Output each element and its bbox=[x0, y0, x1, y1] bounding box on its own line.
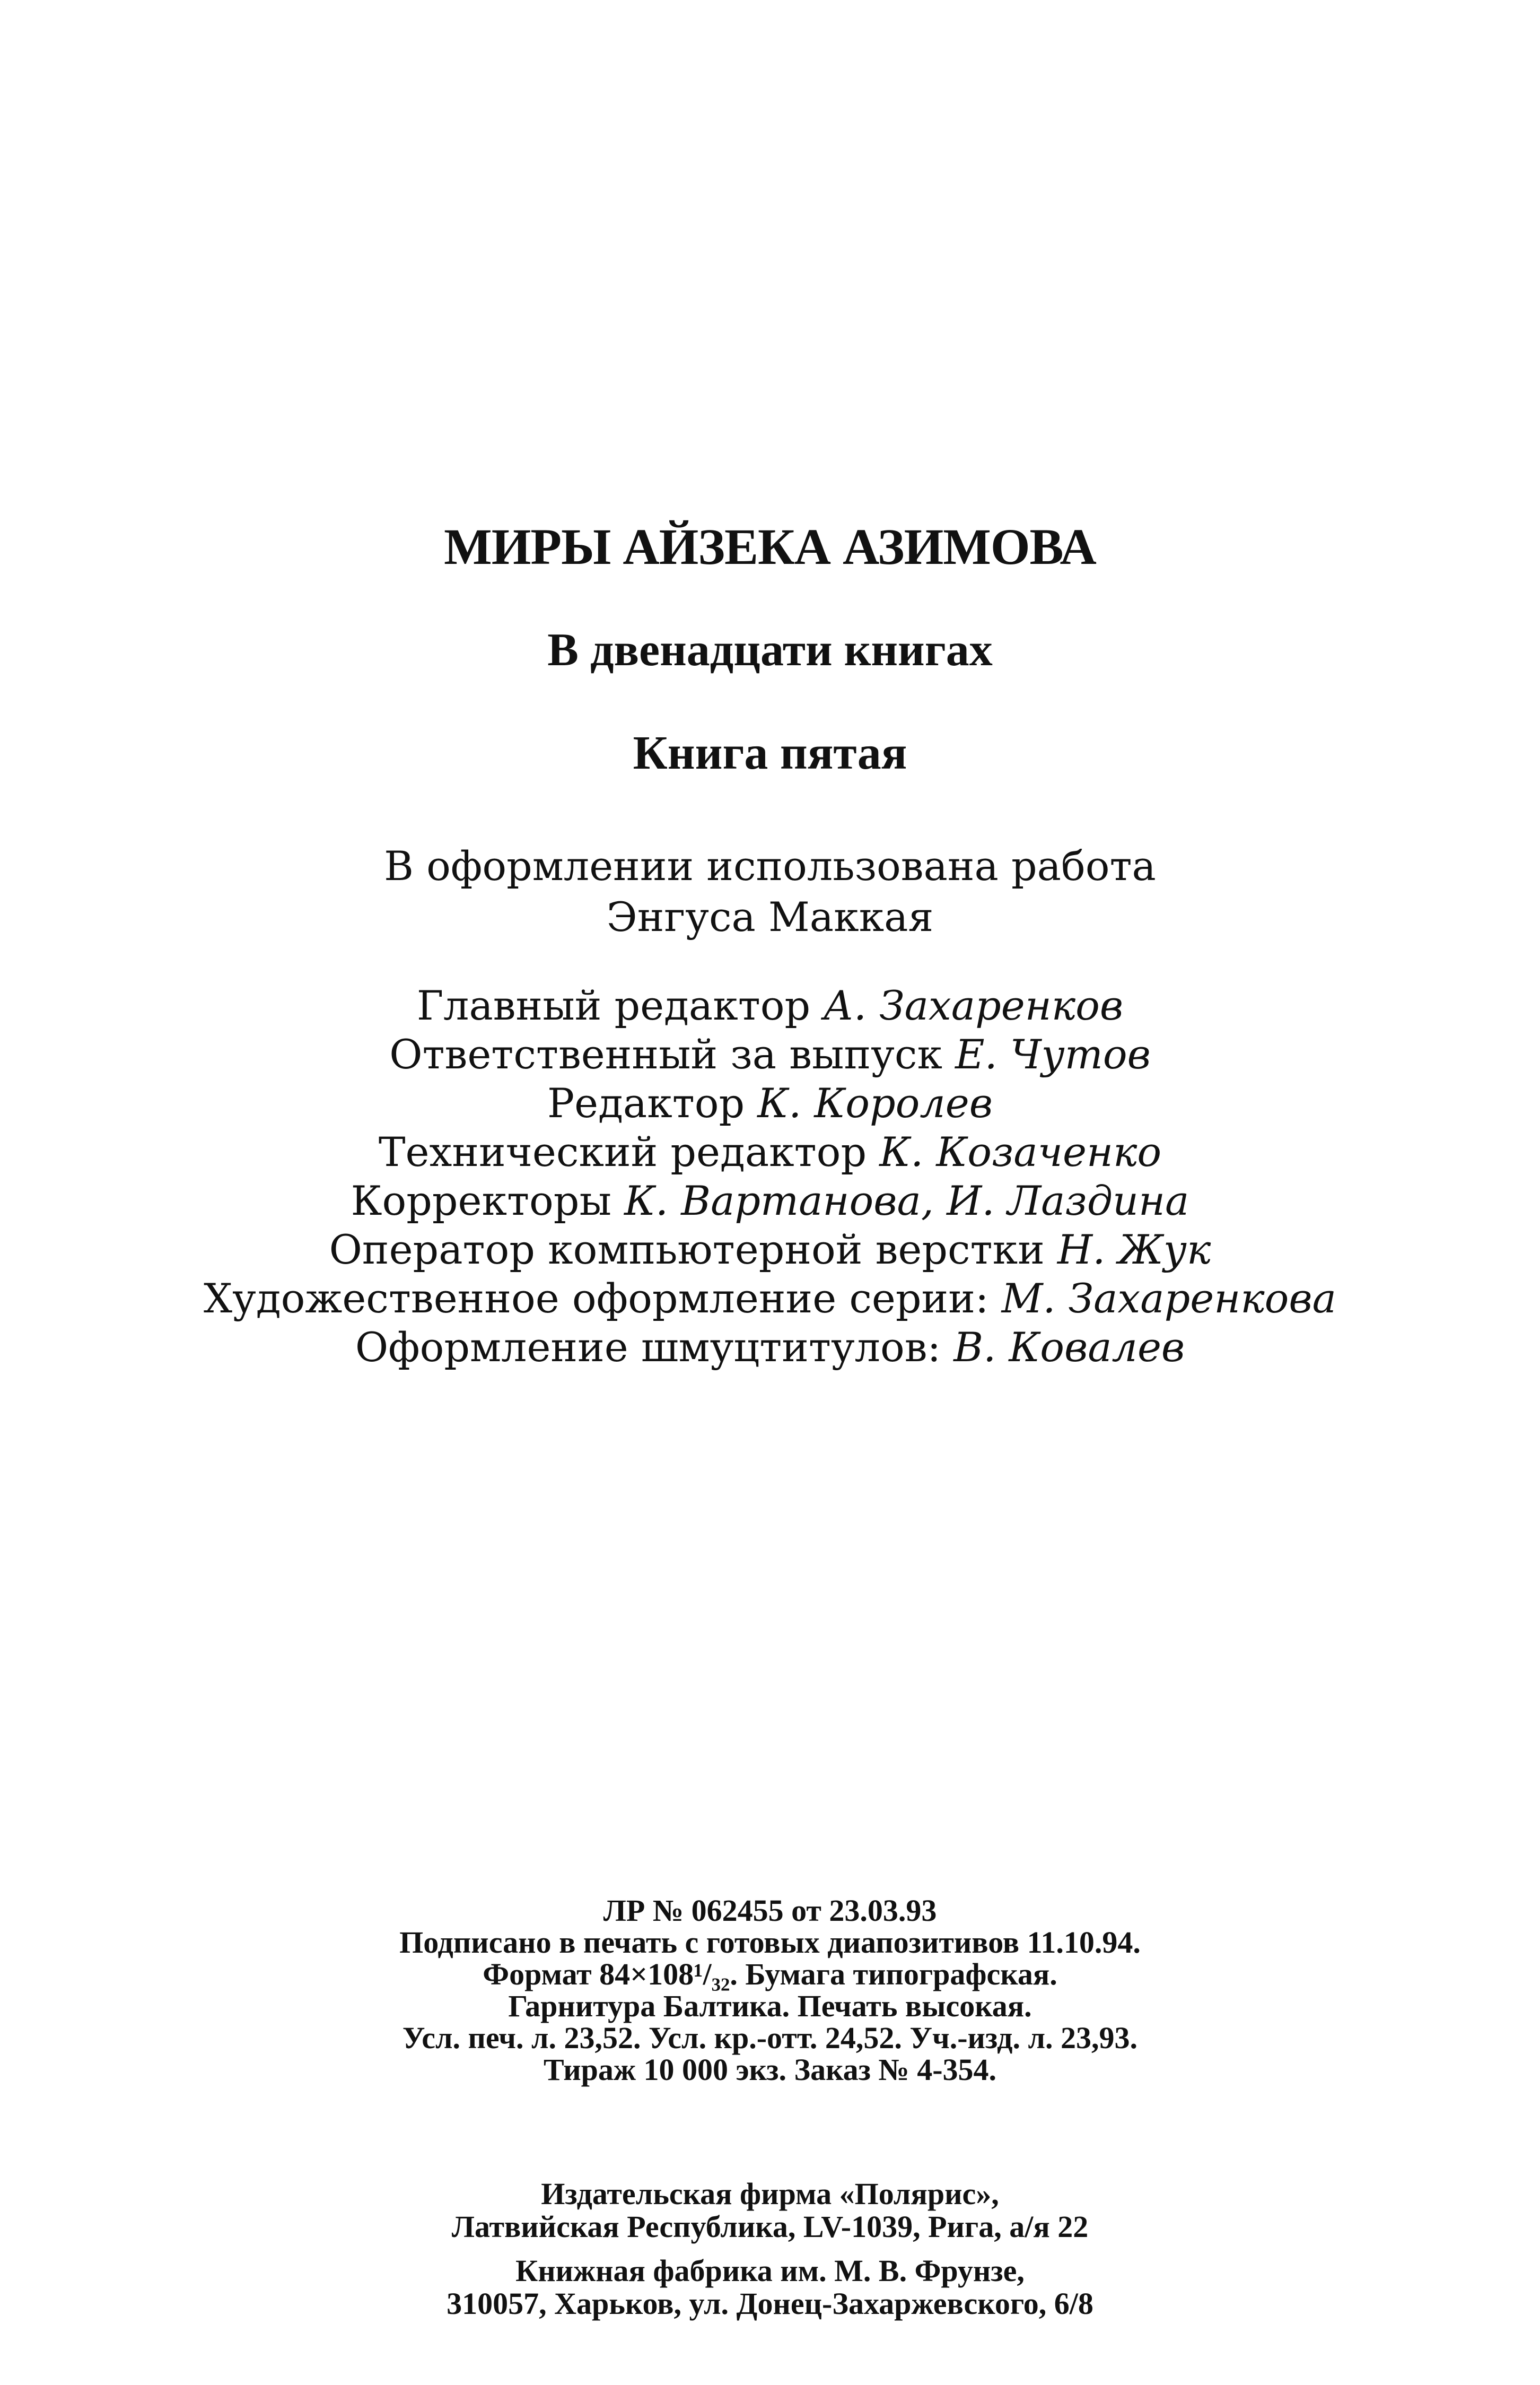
design-note-line: Энгуса Маккая bbox=[606, 893, 934, 941]
book-number: Книга пятая bbox=[633, 727, 907, 779]
design-note-line: В оформлении использована работа bbox=[384, 842, 1156, 890]
imprint-line: Усл. печ. л. 23,52. Усл. кр.-отт. 24,52. Уч.-изд. л. 23,93. bbox=[402, 2021, 1138, 2055]
credit-line bbox=[0, 1030, 1540, 1079]
imprint-line: Тираж 10 000 экз. Заказ № 4-354. bbox=[543, 2052, 997, 2087]
credit-line bbox=[0, 1323, 1540, 1372]
credit-person: К. Королев bbox=[757, 1080, 993, 1127]
printing-details bbox=[0, 1895, 1540, 2086]
credit-role: Ответственный за выпуск bbox=[389, 1031, 956, 1078]
credit-person: В. Ковалев bbox=[953, 1324, 1185, 1371]
cover-design-note bbox=[0, 841, 1540, 943]
credit-person: А. Захаренков bbox=[823, 982, 1124, 1029]
credit-role: Оператор компьютерной верстки bbox=[329, 1226, 1057, 1273]
publisher-line: Латвийская Республика, LV-1039, Рига, а/я 22 bbox=[451, 2209, 1089, 2244]
publisher-line: Издательская фирма «Полярис», bbox=[541, 2177, 999, 2211]
credit-line bbox=[0, 1177, 1540, 1225]
credit-person: Н. Жук bbox=[1057, 1226, 1211, 1273]
credit-person: К. Козаченко bbox=[879, 1128, 1162, 1176]
credit-line bbox=[0, 981, 1540, 1030]
printer-address bbox=[0, 2255, 1540, 2320]
printer-line: Книжная фабрика им. М. В. Фрунзе, bbox=[515, 2253, 1025, 2288]
credit-role: Главный редактор bbox=[416, 982, 824, 1029]
imprint-line: Гарнитура Балтика. Печать высокая. bbox=[508, 1989, 1032, 2023]
credit-role: Корректоры bbox=[351, 1177, 625, 1224]
credit-line bbox=[0, 1079, 1540, 1128]
credit-role: Оформление шмуцтитулов: bbox=[355, 1324, 954, 1371]
credit-person: М. Захаренкова bbox=[1001, 1275, 1336, 1322]
credit-line bbox=[0, 1128, 1540, 1177]
printer-line: 310057, Харьков, ул. Донец-Захаржевского, 6/8 bbox=[447, 2286, 1093, 2321]
credit-role: Художественное оформление серии: bbox=[204, 1275, 1002, 1322]
credit-person: Е. Чутов bbox=[955, 1031, 1151, 1078]
credit-role: Редактор bbox=[547, 1080, 758, 1127]
credit-line bbox=[0, 1274, 1540, 1323]
series-subtitle: В двенадцати книгах bbox=[547, 624, 993, 676]
credit-line bbox=[0, 1225, 1540, 1274]
imprint-line: ЛР № 062455 от 23.03.93 bbox=[603, 1893, 937, 1928]
series-title: МИРЫ АЙЗЕКА АЗИМОВА bbox=[444, 518, 1096, 575]
staff-credits bbox=[0, 981, 1540, 1372]
credit-person: К. Вартанова, И. Лаздина bbox=[624, 1177, 1189, 1224]
imprint-line: Формат 84×108¹/₃₂. Бумага типографская. bbox=[483, 1957, 1057, 1991]
publisher-address bbox=[0, 2178, 1540, 2243]
imprint-line: Подписано в печать с готовых диапозитивов 11.10.94. bbox=[399, 1925, 1141, 1960]
credit-role: Технический редактор bbox=[378, 1128, 880, 1176]
